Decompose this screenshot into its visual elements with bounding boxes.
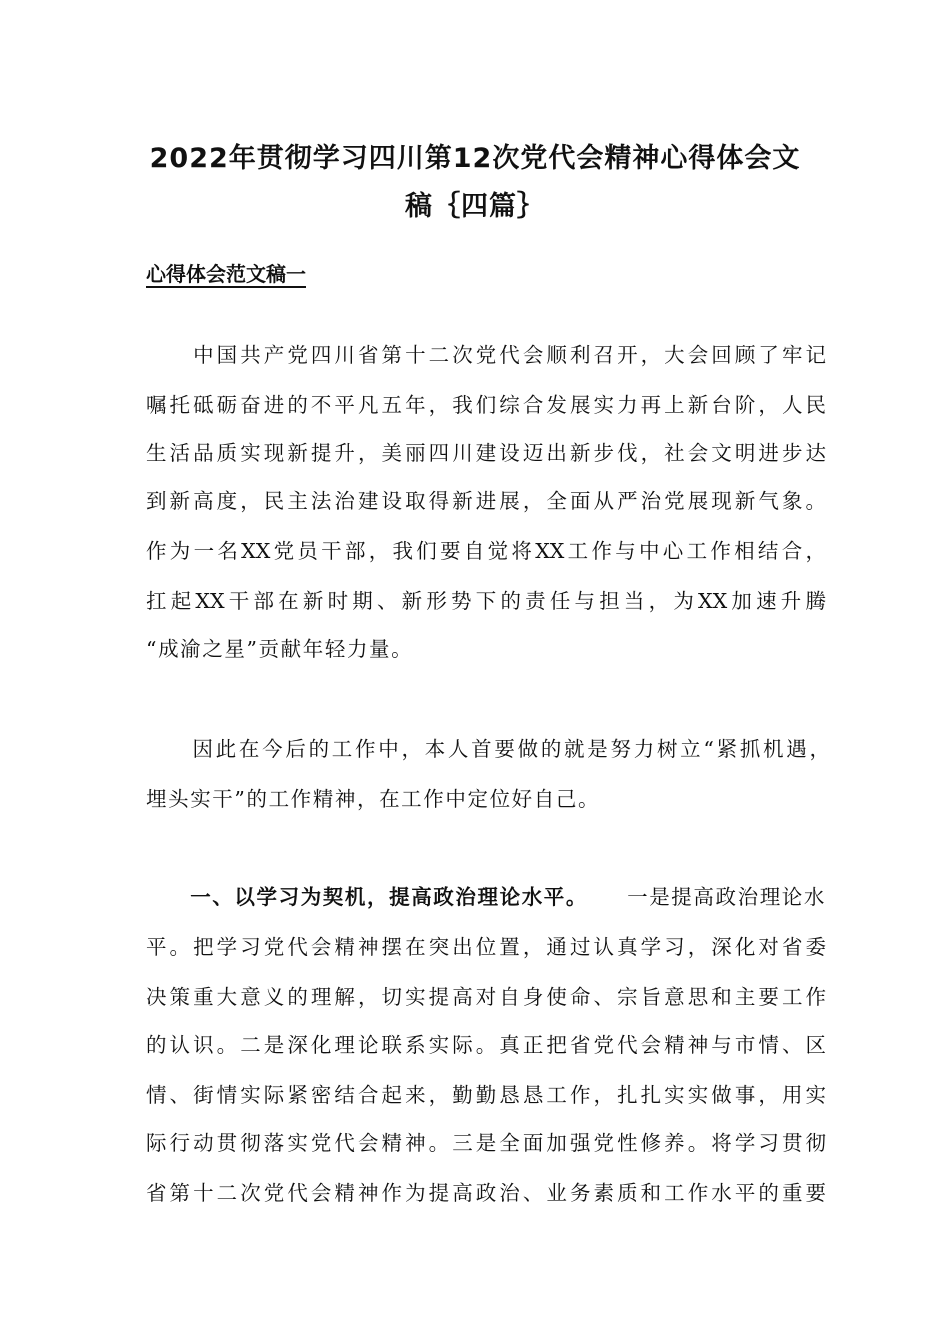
paragraph-1-line-1: 中国共产党四川省第十二次党代会顺利召开，大会回顾了牢记 xyxy=(146,343,826,367)
paragraph-3-line-6: 际行动贯彻落实党代会精神。三是全面加强党性修养。将学习贯彻 xyxy=(146,1131,826,1155)
paragraph-2-line-2: 埋头实干”的工作精神，在工作中定位好自己。 xyxy=(146,787,601,811)
paragraph-2-line-1: 因此在今后的工作中，本人首要做的就是努力树立“紧抓机遇， xyxy=(146,737,830,761)
paragraph-3-line-2: 平。把学习党代会精神摆在突出位置，通过认真学习，深化对省委 xyxy=(146,935,826,959)
paragraph-3-line-4: 的认识。二是深化理论联系实际。真正把省党代会精神与市情、区 xyxy=(146,1033,826,1057)
paragraph-1-line-4: 到新高度，民主法治建设取得新进展，全面从严治党展现新气象。 xyxy=(146,489,826,513)
paragraph-1-line-5: 作为一名XX党员干部，我们要自觉将XX工作与中心工作相结合， xyxy=(146,539,826,563)
paragraph-1-line-2: 嘱托砥砺奋进的不平凡五年，我们综合发展实力再上新台阶，人民 xyxy=(146,393,826,417)
section-heading: 心得体会范文稿一 xyxy=(146,262,306,286)
paragraph-1-line-6: 扛起XX干部在新时期、新形势下的责任与担当，为XX加速升腾 xyxy=(146,589,826,613)
paragraph-3-lead-rest: 一是提高政治理论水 xyxy=(627,885,826,909)
paragraph-3-line-5: 情、街情实际紧密结合起来，勤勤恳恳工作，扎扎实实做事，用实 xyxy=(146,1083,826,1107)
paragraph-1-line-7: “成渝之星”贡献年轻力量。 xyxy=(146,637,414,661)
paragraph-3-line-3: 决策重大意义的理解，切实提高对自身使命、宗旨意思和主要工作 xyxy=(146,985,826,1009)
paragraph-3-line-1 xyxy=(146,882,826,912)
paragraph-1-line-3: 生活品质实现新提升，美丽四川建设迈出新步伐，社会文明进步达 xyxy=(146,441,826,465)
paragraph-3-bold-lead: 一、以学习为契机，提高政治理论水平。 xyxy=(146,885,588,909)
document-title-line-1: 2022年贯彻学习四川第12次党代会精神心得体会文 xyxy=(149,143,801,174)
document-title-line-2: 稿｛四篇｝ xyxy=(405,191,545,222)
paragraph-3-line-7: 省第十二次党代会精神作为提高政治、业务素质和工作水平的重要 xyxy=(146,1181,826,1205)
